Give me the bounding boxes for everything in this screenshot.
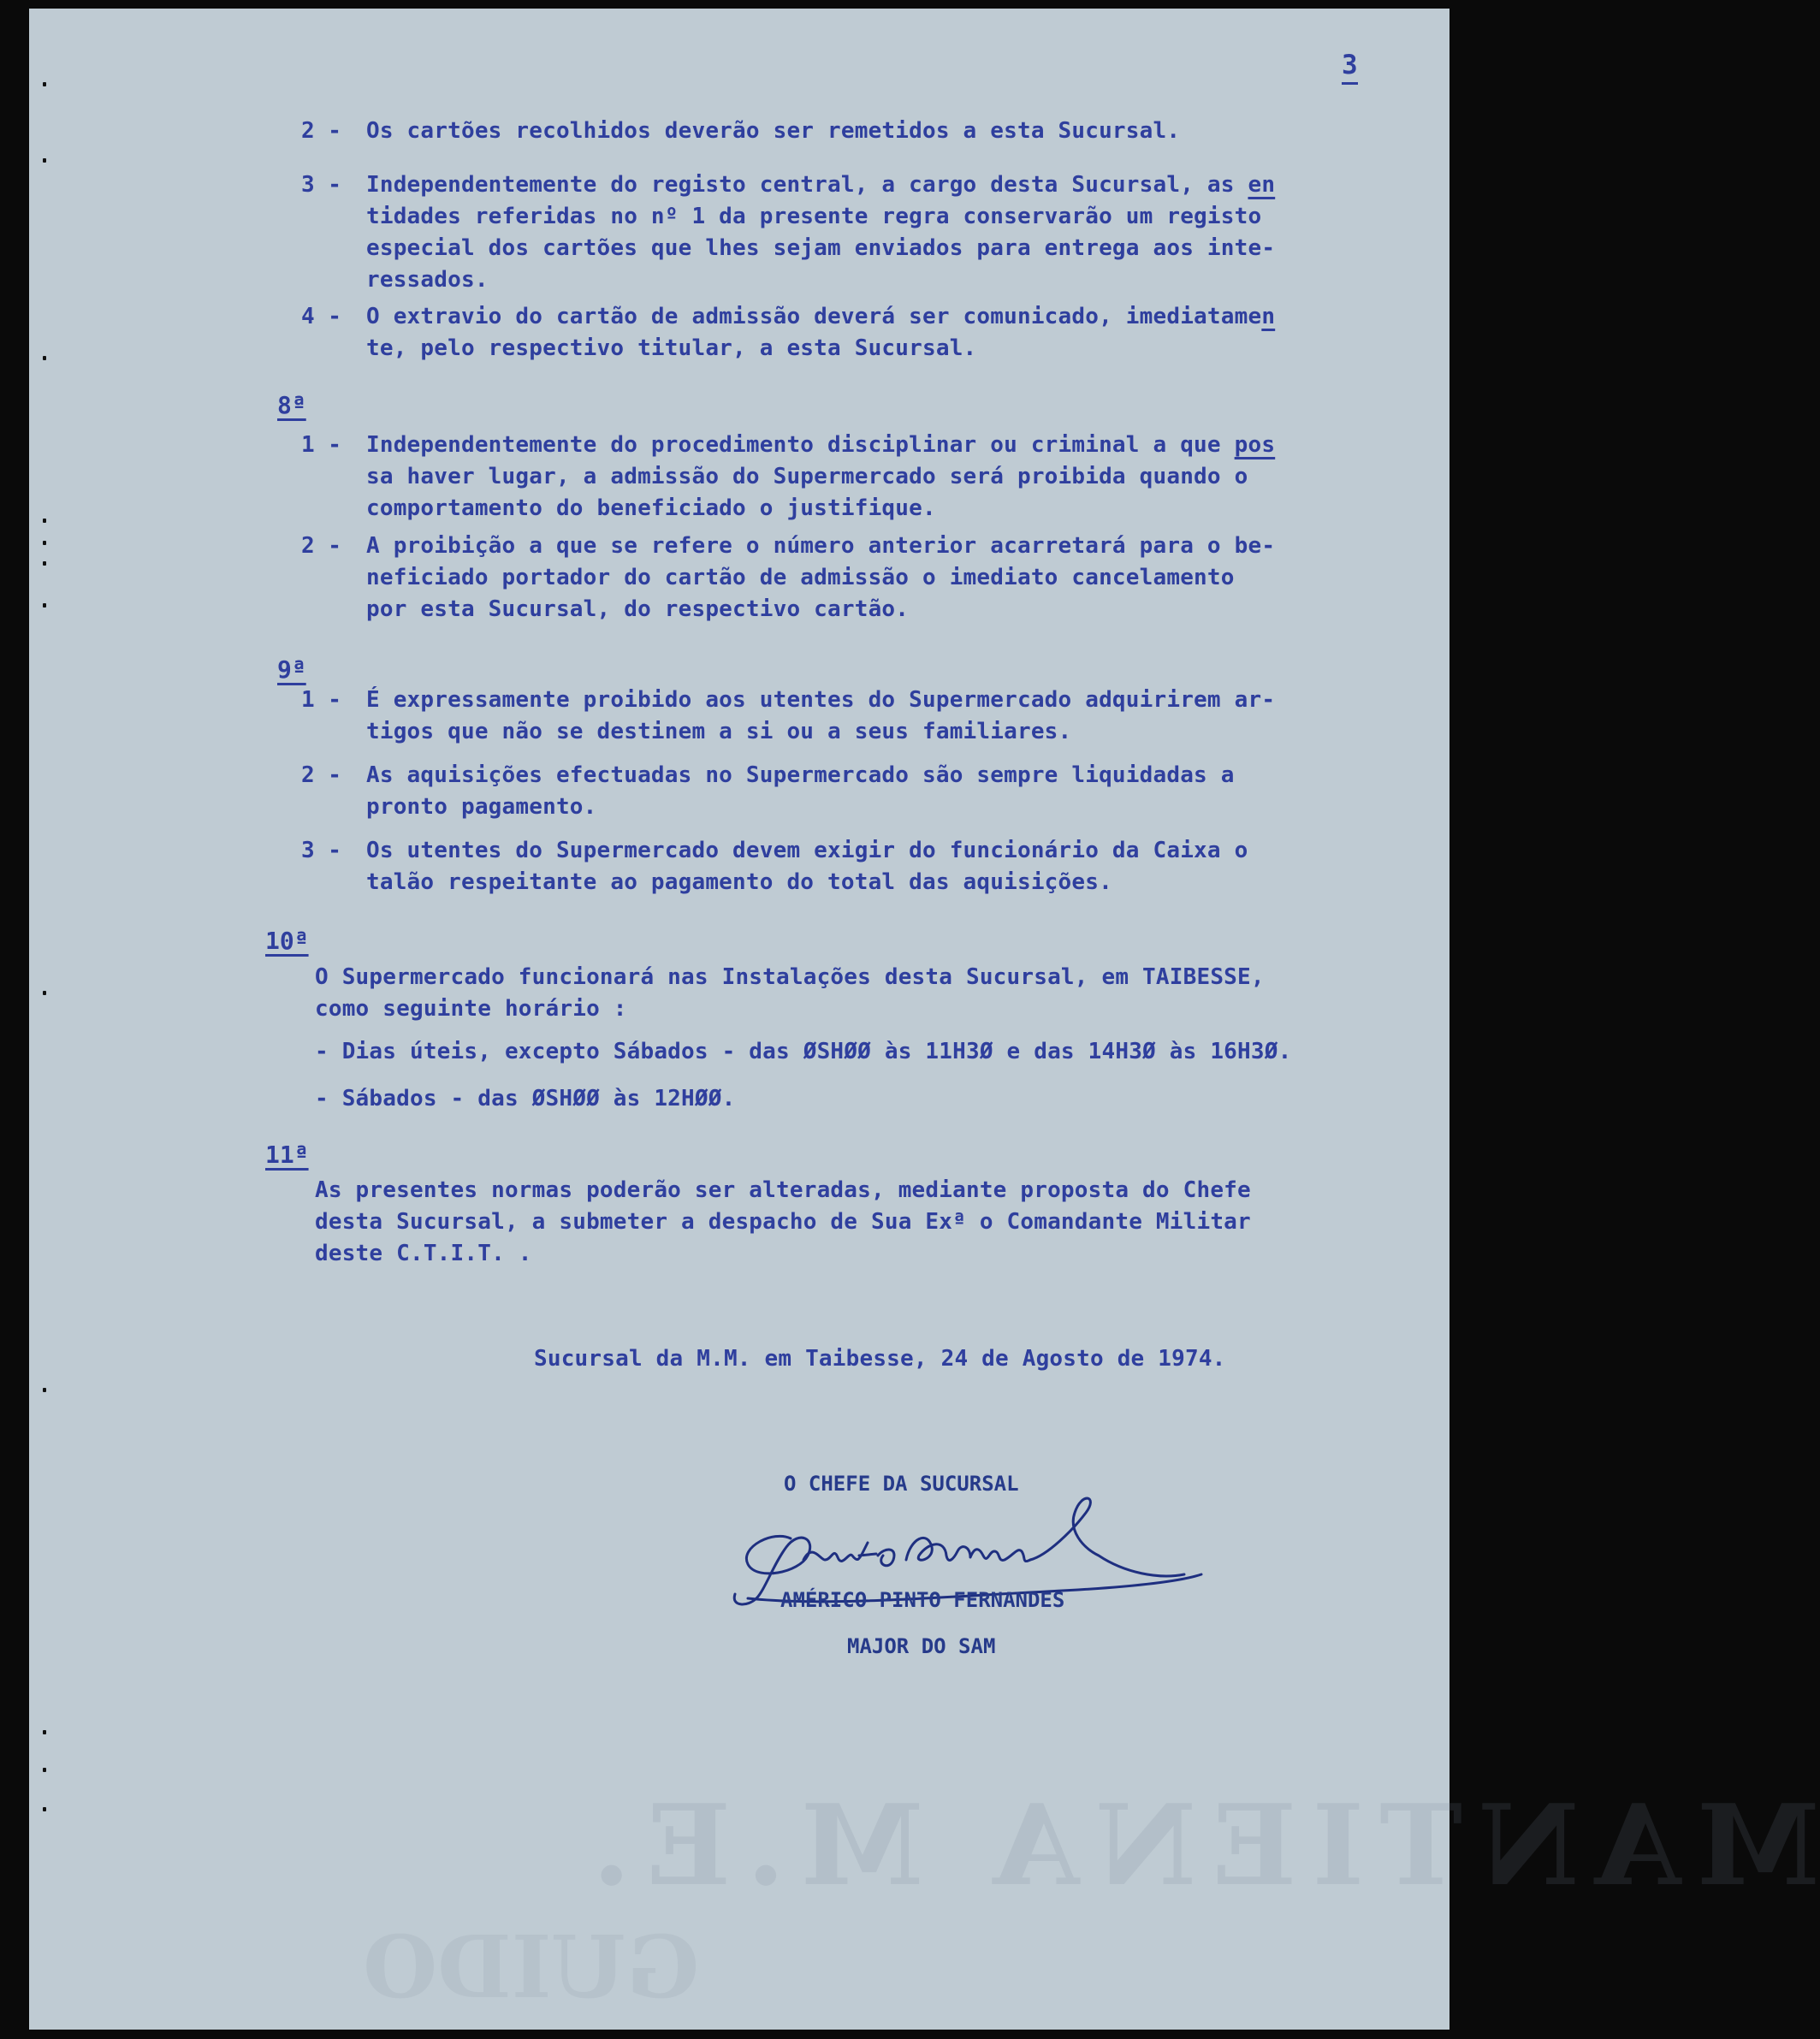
- page-number: 3: [1342, 48, 1358, 85]
- paragraph-line: desta Sucursal, a submeter a despacho de Sua Exª o Comandante Militar: [315, 1209, 1251, 1235]
- paragraph-line: Os cartões recolhidos deverão ser remetidos a esta Sucursal.: [366, 118, 1181, 144]
- schedule-line: - Sábados - das ØSHØØ às 12HØØ.: [315, 1086, 736, 1111]
- item-number: 2 -: [301, 533, 341, 559]
- section-heading: 11ª: [265, 1141, 309, 1169]
- paragraph-line: especial dos cartões que lhes sejam enviados para entrega aos inte-: [366, 235, 1276, 261]
- item-number: 3 -: [301, 838, 341, 863]
- paragraph-line: Independentemente do registo central, a cargo desta Sucursal, as en: [366, 172, 1276, 198]
- item-number: 4 -: [301, 304, 341, 329]
- watermark: GUIDO: [363, 1917, 700, 2018]
- item-number: 3 -: [301, 172, 341, 198]
- signatory-name: AMÉRICO PINTO FERNANDES: [780, 1588, 1065, 1612]
- section-heading: 9ª: [277, 655, 306, 684]
- schedule-line: - Dias úteis, excepto Sábados - das ØSHØØ às 11H3Ø e das 14H3Ø às 16H3Ø.: [315, 1039, 1292, 1064]
- paragraph-line: sa haver lugar, a admissão do Supermercado será proibida quando o: [366, 464, 1248, 489]
- punch-mark: [43, 561, 46, 566]
- item-number: 2 -: [301, 762, 341, 788]
- item-number: 2 -: [301, 118, 341, 144]
- punch-mark: [43, 82, 46, 86]
- paragraph-line: talão respeitante ao pagamento do total das aquisições.: [366, 869, 1112, 895]
- punch-mark: [43, 519, 46, 523]
- item-number: 1 -: [301, 432, 341, 458]
- watermark: MANTIENA M.E.: [577, 1780, 1820, 1911]
- punch-mark: [43, 1768, 46, 1772]
- punch-mark: [43, 1730, 46, 1734]
- punch-mark: [43, 1807, 46, 1811]
- paragraph-line: ressados.: [366, 267, 489, 293]
- paragraph-line: tigos que não se destinem a si ou a seus familiares.: [366, 719, 1072, 744]
- paragraph-line: tidades referidas no nº 1 da presente regra conservarão um registo: [366, 204, 1262, 229]
- paragraph-line: neficiado portador do cartão de admissão o imediato cancelamento: [366, 565, 1235, 590]
- punch-mark: [43, 158, 46, 163]
- paragraph-line: O extravio do cartão de admissão deverá ser comunicado, imediatamen: [366, 304, 1276, 329]
- paragraph-line: As aquisições efectuadas no Supermercado são sempre liquidadas a: [366, 762, 1235, 788]
- paragraph-line: As presentes normas poderão ser alteradas, mediante proposta do Chefe: [315, 1177, 1251, 1203]
- punch-mark: [43, 541, 46, 545]
- punch-mark: [43, 991, 46, 995]
- punch-mark: [43, 356, 46, 360]
- paragraph-line: deste C.T.I.T. .: [315, 1241, 532, 1266]
- document-page: [29, 9, 1820, 2030]
- paragraph-line: por esta Sucursal, do respectivo cartão.: [366, 596, 910, 622]
- paragraph-line: O Supermercado funcionará nas Instalações desta Sucursal, em TAIBESSE,: [315, 964, 1265, 990]
- item-number: 1 -: [301, 687, 341, 713]
- section-heading: 8ª: [277, 391, 306, 419]
- paragraph-line: Os utentes do Supermercado devem exigir do funcionário da Caixa o: [366, 838, 1248, 863]
- paragraph-line: como seguinte horário :: [315, 996, 627, 1022]
- paragraph-line: comportamento do beneficiado o justifique.: [366, 495, 936, 521]
- section-heading: 10ª: [265, 927, 309, 955]
- signatory-title: O CHEFE DA SUCURSAL: [784, 1472, 1019, 1496]
- punch-mark: [43, 1388, 46, 1392]
- paragraph-line: Independentemente do procedimento disciplinar ou criminal a que pos: [366, 432, 1276, 458]
- paragraph-line: É expressamente proibido aos utentes do Supermercado adquirirem ar-: [366, 687, 1276, 713]
- signatory-rank: MAJOR DO SAM: [847, 1634, 996, 1658]
- paragraph-line: pronto pagamento.: [366, 794, 597, 820]
- place-date: Sucursal da M.M. em Taibesse, 24 de Agosto de 1974.: [534, 1346, 1226, 1372]
- paragraph-line: A proibição a que se refere o número anterior acarretará para o be-: [366, 533, 1276, 559]
- punch-mark: [43, 603, 46, 608]
- paragraph-line: te, pelo respectivo titular, a esta Sucursal.: [366, 335, 977, 361]
